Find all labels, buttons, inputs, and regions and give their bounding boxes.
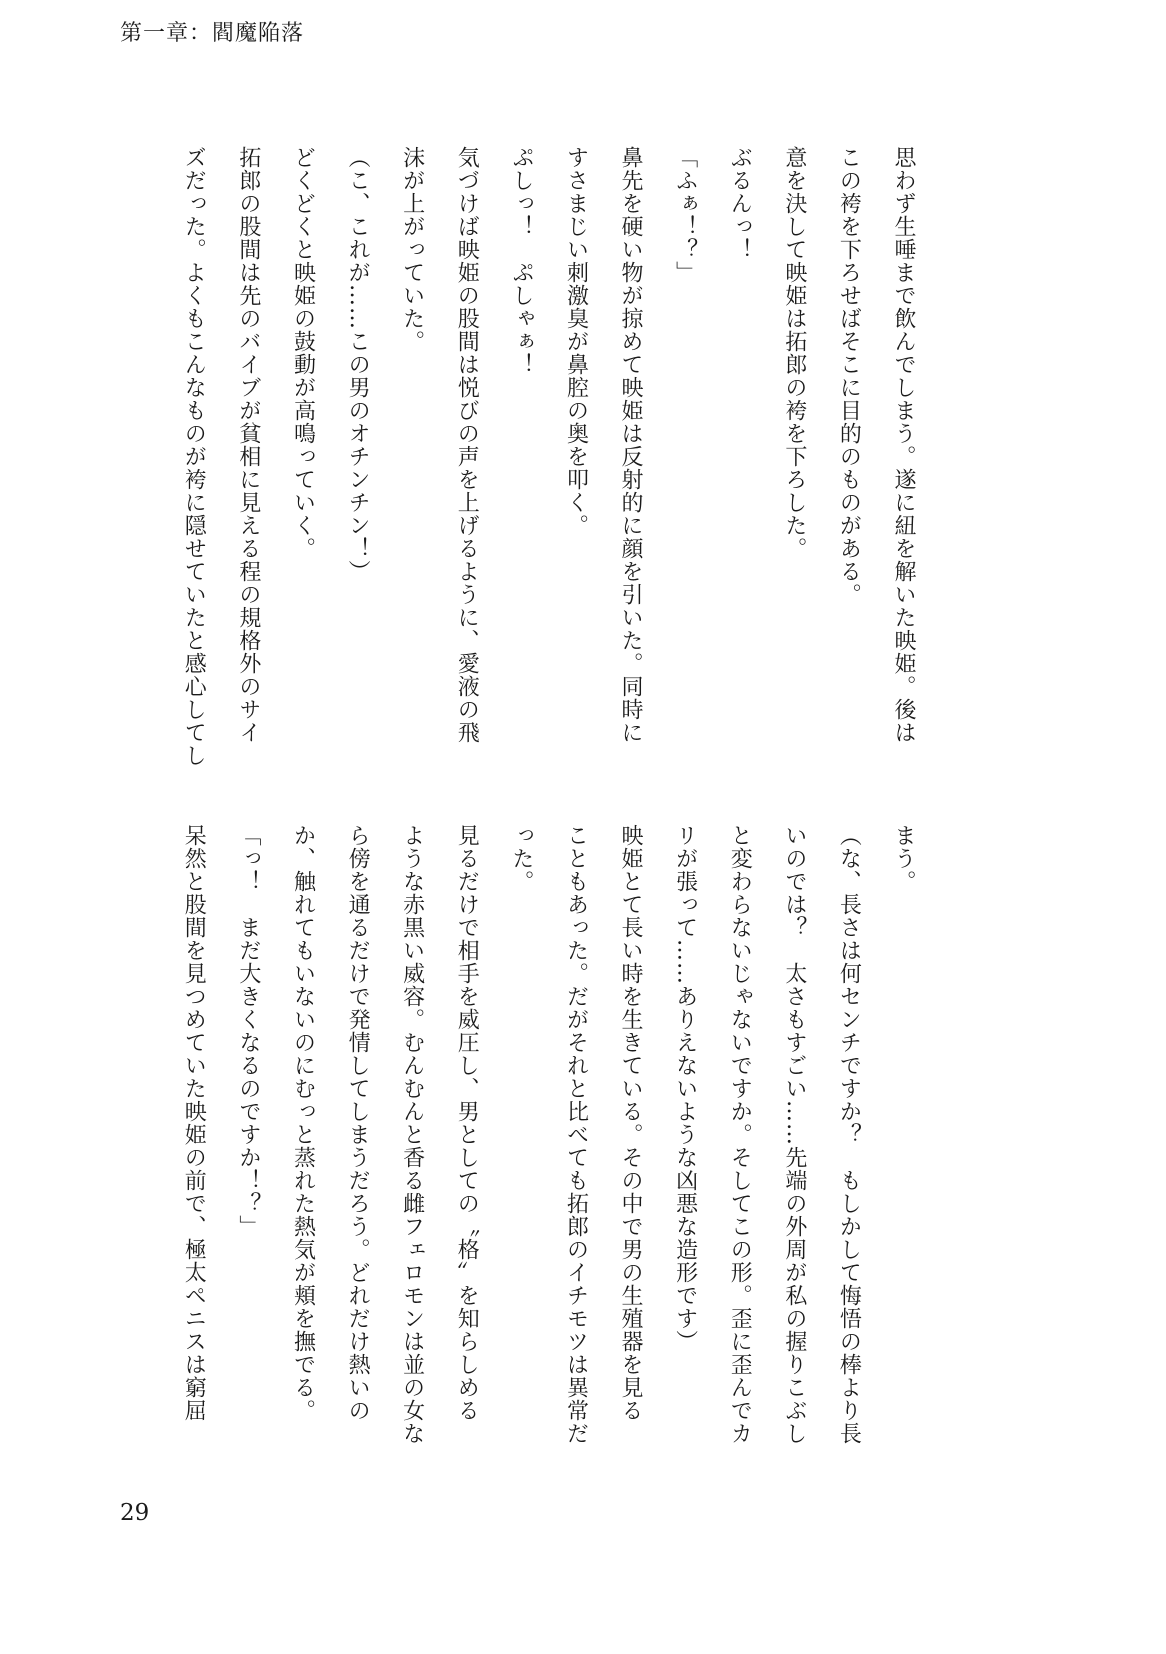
text-line: （こ、これが……この男のオチンチン！）: [345, 146, 371, 583]
text-line: った。: [508, 824, 534, 893]
text-line: ような赤黒い威容。むんむんと香る雌フェロモンは並の女な: [399, 824, 425, 1445]
text-line: こともあった。だがそれと比べても拓郎のイチモツは異常だ: [563, 824, 589, 1445]
text-line: ズだった。よくもこんなものが袴に隠せていたと感心してし: [181, 146, 207, 767]
text-line: 拓郎の股間は先のバイブが貧相に見える程の規格外のサイ: [235, 146, 261, 744]
text-line: 思わず生唾まで飲んでしまう。遂に紐を解いた映姫。後は: [891, 146, 916, 744]
running-header: 第一章：閻魔陥落: [120, 21, 305, 46]
text-line: 「っ！ まだ大きくなるのですか！？」: [235, 824, 261, 1238]
text-line: か、触れてもいないのにむっと蒸れた熱気が頬を撫でる。: [290, 824, 316, 1422]
text-line: 呆然と股間を見つめていた映姫の前で、極太ペニスは窮屈: [181, 824, 207, 1422]
text-line: いのでは？ 太さもすごい……先端の外周が私の握りこぶし: [781, 824, 807, 1445]
text-line: どくどくと映姫の鼓動が高鳴っていく。: [290, 146, 316, 560]
text-line: 鼻先を硬い物が掠めて映姫は反射的に顔を引いた。同時に: [618, 146, 644, 744]
text-line: ら傍を通るだけで発情してしまうだろう。どれだけ熱いの: [345, 824, 371, 1422]
text-line: 気づけば映姫の股間は悦びの声を上げるように、愛液の飛: [454, 146, 480, 744]
text-line: （な、長さは何センチですか？ もしかして悔悟の棒より長: [836, 824, 862, 1445]
text-line: ぶるんっ！: [727, 146, 753, 261]
text-line: ぷしっ！ ぷしゃぁ！: [508, 146, 534, 376]
text-block-bottom: [150, 824, 930, 1445]
text-line: リが張って……ありえないような凶悪な造形です）: [672, 824, 698, 1353]
text-line: と変わらないじゃないですか。そしてこの形。歪に歪んでカ: [727, 824, 753, 1445]
text-line: 映姫とて長い時を生きている。その中で男の生殖器を見る: [618, 824, 644, 1422]
text-line: まう。: [891, 824, 916, 893]
text-line: 意を決して映姫は拓郎の袴を下ろした。: [781, 146, 807, 560]
text-line: 沫が上がっていた。: [399, 146, 425, 353]
text-block-top: [150, 146, 930, 767]
text-line: 「ふぁ！？」: [672, 146, 698, 284]
text-line: すさまじい刺激臭が鼻腔の奥を叩く。: [563, 146, 589, 537]
text-line: 見るだけで相手を威圧し、男としての〝格〟を知らしめる: [454, 824, 480, 1422]
page-number: 29: [120, 1500, 150, 1526]
text-line: この袴を下ろせばそこに目的のものがある。: [836, 146, 862, 606]
